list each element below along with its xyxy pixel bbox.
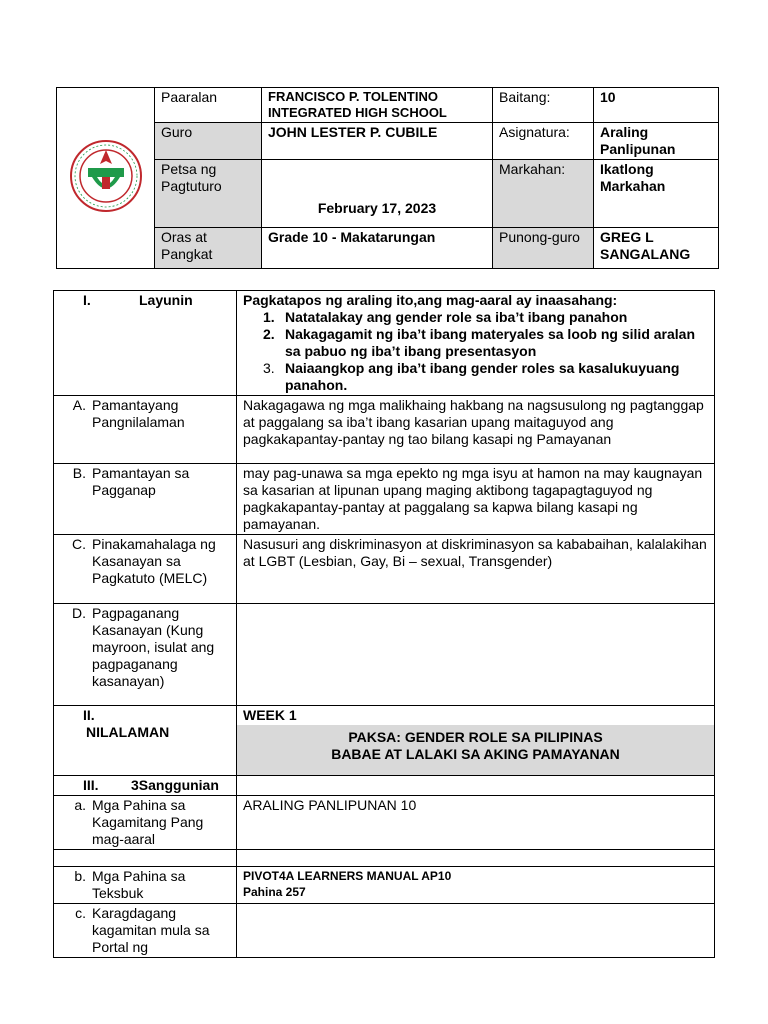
- content-cell: [237, 706, 715, 776]
- enabling-skill-text: [237, 604, 715, 706]
- references-heading-blank: [237, 776, 715, 796]
- textbook-title: PIVOT4A LEARNERS MANUAL AP10: [243, 869, 452, 883]
- content-topic-box: [237, 725, 714, 775]
- learner-material-text: ARALING PANLIPUNAN 10: [237, 796, 715, 850]
- school-logo-cell: [57, 88, 155, 269]
- school-label: Paaralan: [155, 88, 262, 123]
- melc-label: C. Pinakamahalaga ng Kasanayan sa Pagkatuto (MELC): [54, 535, 237, 604]
- textbook-text: [237, 867, 715, 904]
- melc-text: Nasusuri ang diskriminasyon at diskriminasyon sa kababaihan, kalalakihan at LGBT (Lesbian, Gay, Bi – sexual, Transgender): [237, 535, 715, 604]
- time-label: Oras at Pangkat: [155, 228, 262, 269]
- lesson-plan-table: [53, 290, 715, 958]
- learner-material-label: a. Mga Pahina sa Kagamitang Pang mag-aaral: [54, 796, 237, 850]
- content-standard-label: A. Pamantayang Pangnilalaman: [54, 396, 237, 464]
- objectives-content: [237, 291, 715, 396]
- references-heading: III. 3Sanggunian: [54, 776, 237, 796]
- school-value: FRANCISCO P. TOLENTINO INTEGRATED HIGH SCHOOL: [262, 88, 493, 123]
- content-week: WEEK 1: [243, 707, 297, 723]
- teacher-label: Guro: [155, 123, 262, 160]
- quarter-value: Ikatlong Markahan: [594, 160, 719, 228]
- textbook-label: b. Mga Pahina sa Teksbuk: [54, 867, 237, 904]
- content-topic-1: PAKSA: GENDER ROLE SA PILIPINAS: [348, 729, 603, 745]
- school-seal-icon: [68, 140, 144, 212]
- principal-value: GREG L SANGALANG: [594, 228, 719, 269]
- date-value: February 17, 2023: [262, 160, 493, 228]
- grade-value: 10: [594, 88, 719, 123]
- textbook-page: Pahina 257: [243, 885, 306, 899]
- enabling-skill-label: D. Pagpaganang Kasanayan (Kung mayroon, isulat ang pagpaganang kasanayan): [54, 604, 237, 706]
- content-standard-text: Nakagagawa ng mga malikhaing hakbang na nagsusulong ng pagtanggap at paggalang sa iba’t ibang kasarian upang maitaguyod ang pagkakapantay-pantay ng tao bilang kasapi ng Pamayanan: [237, 396, 715, 464]
- objectives-heading: [54, 291, 237, 396]
- content-heading: II.NILALAMAN: [54, 706, 237, 776]
- spacer-cell: [237, 850, 715, 867]
- performance-standard-label: B. Pamantayan sa Pagganap: [54, 464, 237, 535]
- teacher-value: JOHN LESTER P. CUBILE: [262, 123, 493, 160]
- header-table: [56, 87, 719, 269]
- objective-item: 3. Naiaangkop ang iba’t ibang gender roles sa kasalukuyuang panahon.: [263, 360, 680, 393]
- portal-material-text: [237, 904, 715, 958]
- grade-label: Baitang:: [493, 88, 594, 123]
- spacer-cell: [54, 850, 237, 867]
- objective-item: 2. Nakagagamit ng iba’t ibang materyales sa loob ng silid aralan sa pabuo ng iba’t ibang presentasyon: [263, 326, 696, 359]
- portal-material-label: c. Karagdagang kagamitan mula sa Portal ng: [54, 904, 237, 958]
- subject-label: Asignatura:: [493, 123, 594, 160]
- performance-standard-text: may pag-unawa sa mga epekto ng mga isyu at hamon na may kaugnayan sa kasarian at lipunan upang maging aktibong tagapagtaguyod ng pagkakapantay-pantay at paggalang sa kapwa bilang kasapi ng pamayanan.: [237, 464, 715, 535]
- objectives-label: Layunin: [139, 292, 193, 308]
- content-topic-2: BABAE AT LALAKI SA AKING PAMAYANAN: [331, 746, 620, 762]
- time-value: Grade 10 - Makatarungan: [262, 228, 493, 269]
- date-label: Petsa ng Pagtuturo: [155, 160, 262, 228]
- objectives-roman: I.: [83, 292, 91, 308]
- quarter-label: Markahan:: [493, 160, 594, 228]
- principal-label: Punong-guro: [493, 228, 594, 269]
- objectives-intro: Pagkatapos ng araling ito,ang mag-aaral ay inaasahang:: [243, 292, 618, 308]
- subject-value: Araling Panlipunan: [594, 123, 719, 160]
- objective-item: 1. Natatalakay ang gender role sa iba’t ibang panahon: [263, 309, 628, 325]
